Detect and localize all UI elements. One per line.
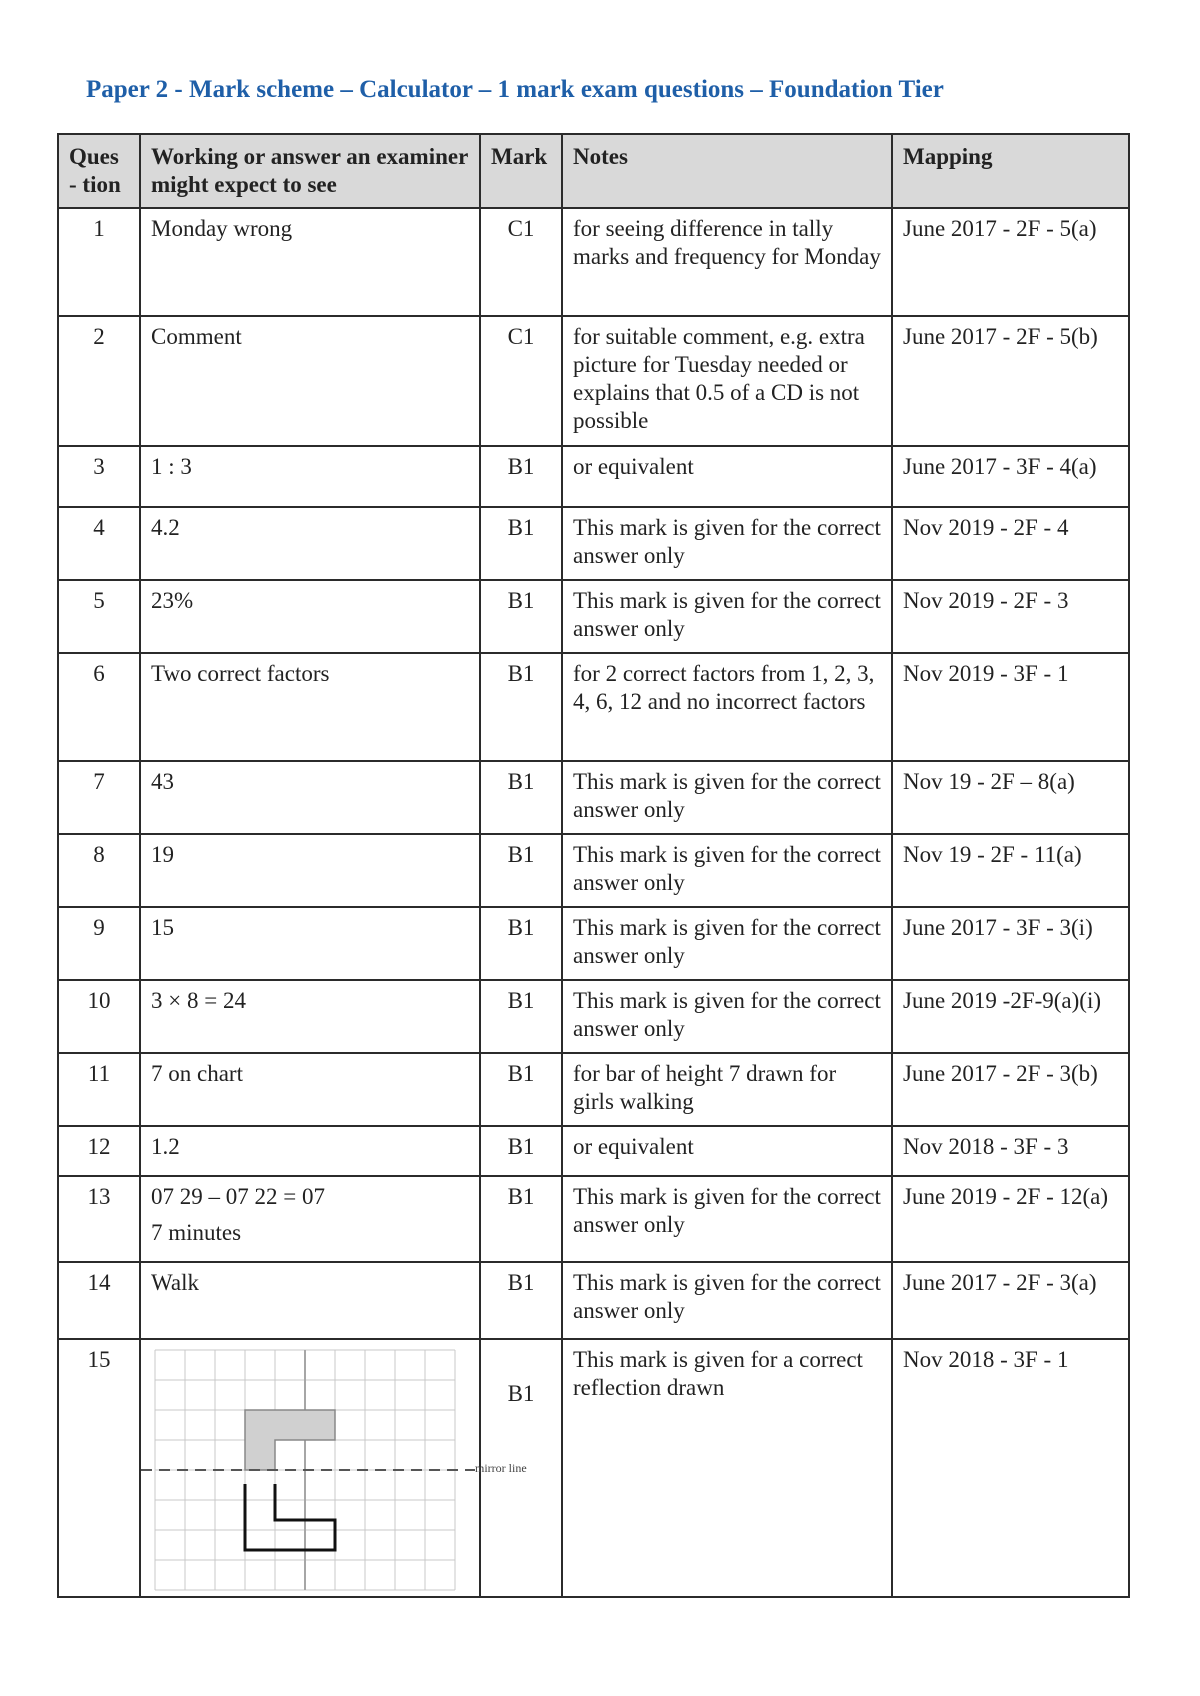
reflected-shape: [245, 1484, 335, 1550]
notes-cell: This mark is given for the correct answer only: [562, 761, 892, 834]
mapping-cell: Nov 19 - 2F - 11(a): [892, 834, 1129, 907]
question-number: 2: [58, 316, 140, 446]
mapping-cell: June 2017 - 2F - 3(b): [892, 1053, 1129, 1126]
answer-cell: 19: [140, 834, 480, 907]
notes-cell: or equivalent: [562, 446, 892, 507]
table-row: [58, 1126, 1129, 1176]
table-row: [58, 208, 1129, 316]
answer-cell: [140, 1176, 480, 1262]
question-number: 15: [58, 1339, 140, 1597]
notes-cell: for 2 correct factors from 1, 2, 3, 4, 6, 12 and no incorrect factors: [562, 653, 892, 761]
answer-cell: 4.2: [140, 507, 480, 580]
header-question: Ques - tion: [58, 134, 140, 208]
question-number: 3: [58, 446, 140, 507]
notes-cell: for bar of height 7 drawn for girls walking: [562, 1053, 892, 1126]
answer-cell: Monday wrong: [140, 208, 480, 316]
table-row: [58, 1339, 1129, 1597]
mark-scheme-table: [57, 133, 1130, 1598]
mapping-cell: June 2017 - 2F - 5(a): [892, 208, 1129, 316]
mapping-cell: June 2017 - 3F - 4(a): [892, 446, 1129, 507]
mapping-cell: June 2017 - 3F - 3(i): [892, 907, 1129, 980]
question-number: 8: [58, 834, 140, 907]
mark-cell: C1: [480, 208, 562, 316]
table-row: [58, 580, 1129, 653]
table-row: [58, 316, 1129, 446]
mapping-cell: June 2017 - 2F - 3(a): [892, 1262, 1129, 1339]
mapping-cell: Nov 2018 - 3F - 1: [892, 1339, 1129, 1597]
question-number: 12: [58, 1126, 140, 1176]
question-number: 1: [58, 208, 140, 316]
question-number: 7: [58, 761, 140, 834]
answer-cell: 1.2: [140, 1126, 480, 1176]
mark-cell: B1: [480, 1126, 562, 1176]
answer-cell: Comment: [140, 316, 480, 446]
answer-line-1: 07 29 – 07 22 = 07: [151, 1184, 325, 1209]
table-row: [58, 1176, 1129, 1262]
mark-cell: B1: [480, 507, 562, 580]
notes-cell: This mark is given for the correct answer only: [562, 1262, 892, 1339]
mapping-cell: June 2017 - 2F - 5(b): [892, 316, 1129, 446]
answer-cell: 1 : 3: [140, 446, 480, 507]
mapping-cell: June 2019 - 2F - 12(a): [892, 1176, 1129, 1262]
notes-cell: This mark is given for the correct answer only: [562, 907, 892, 980]
mark-cell: B1: [480, 653, 562, 761]
table-row: [58, 907, 1129, 980]
question-number: 10: [58, 980, 140, 1053]
table-row: [58, 446, 1129, 507]
header-working: Working or answer an examiner might expect to see: [140, 134, 480, 208]
table-row: [58, 834, 1129, 907]
notes-cell: or equivalent: [562, 1126, 892, 1176]
mark-cell: B1: [480, 1176, 562, 1262]
question-number: 11: [58, 1053, 140, 1126]
answer-cell: 43: [140, 761, 480, 834]
mapping-cell: Nov 2019 - 3F - 1: [892, 653, 1129, 761]
table-row: [58, 653, 1129, 761]
table-row: [58, 761, 1129, 834]
mark-cell: C1: [480, 316, 562, 446]
notes-cell: This mark is given for the correct answer only: [562, 1176, 892, 1262]
table-row: [58, 1053, 1129, 1126]
notes-cell: for seeing difference in tally marks and frequency for Monday: [562, 208, 892, 316]
mark-cell: B1: [480, 1339, 562, 1597]
notes-cell: This mark is given for the correct answer only: [562, 980, 892, 1053]
mark-cell: B1: [480, 761, 562, 834]
answer-cell: 3 × 8 = 24: [140, 980, 480, 1053]
page-title: Paper 2 - Mark scheme – Calculator – 1 mark exam questions – Foundation Tier: [86, 76, 944, 103]
notes-cell: This mark is given for the correct answer only: [562, 507, 892, 580]
question-number: 14: [58, 1262, 140, 1339]
notes-cell: This mark is given for a correct reflection drawn: [562, 1339, 892, 1597]
question-number: 9: [58, 907, 140, 980]
mark-cell: B1: [480, 1053, 562, 1126]
mapping-cell: Nov 2018 - 3F - 3: [892, 1126, 1129, 1176]
question-number: 13: [58, 1176, 140, 1262]
notes-cell: for suitable comment, e.g. extra picture for Tuesday needed or explains that 0.5 of a CD is not possible: [562, 316, 892, 446]
question-number: 6: [58, 653, 140, 761]
header-mark: Mark: [480, 134, 562, 208]
mapping-cell: Nov 2019 - 2F - 4: [892, 507, 1129, 580]
mapping-cell: Nov 19 - 2F – 8(a): [892, 761, 1129, 834]
mapping-cell: Nov 2019 - 2F - 3: [892, 580, 1129, 653]
header-notes: Notes: [562, 134, 892, 208]
header-row: [58, 134, 1129, 208]
answer-cell: 23%: [140, 580, 480, 653]
mark-cell: B1: [480, 580, 562, 653]
question-number: 5: [58, 580, 140, 653]
answer-cell: Walk: [140, 1262, 480, 1339]
answer-cell: 15: [140, 907, 480, 980]
notes-cell: This mark is given for the correct answer only: [562, 834, 892, 907]
table-row: [58, 980, 1129, 1053]
answer-cell: 7 on chart: [140, 1053, 480, 1126]
header-mapping: Mapping: [892, 134, 1129, 208]
original-shape: [245, 1410, 335, 1470]
answer-line-2: 7 minutes: [151, 1220, 242, 1245]
mapping-cell: June 2019 -2F-9(a)(i): [892, 980, 1129, 1053]
question-number: 4: [58, 507, 140, 580]
mark-cell: B1: [480, 907, 562, 980]
table-row: [58, 1262, 1129, 1339]
mark-cell: B1: [480, 446, 562, 507]
mark-cell: B1: [480, 980, 562, 1053]
mark-cell: B1: [480, 1262, 562, 1339]
notes-cell: This mark is given for the correct answer only: [562, 580, 892, 653]
table-row: [58, 507, 1129, 580]
mirror-line-label: mirror line: [475, 1461, 527, 1475]
answer-cell: Two correct factors: [140, 653, 480, 761]
mark-cell: B1: [480, 834, 562, 907]
